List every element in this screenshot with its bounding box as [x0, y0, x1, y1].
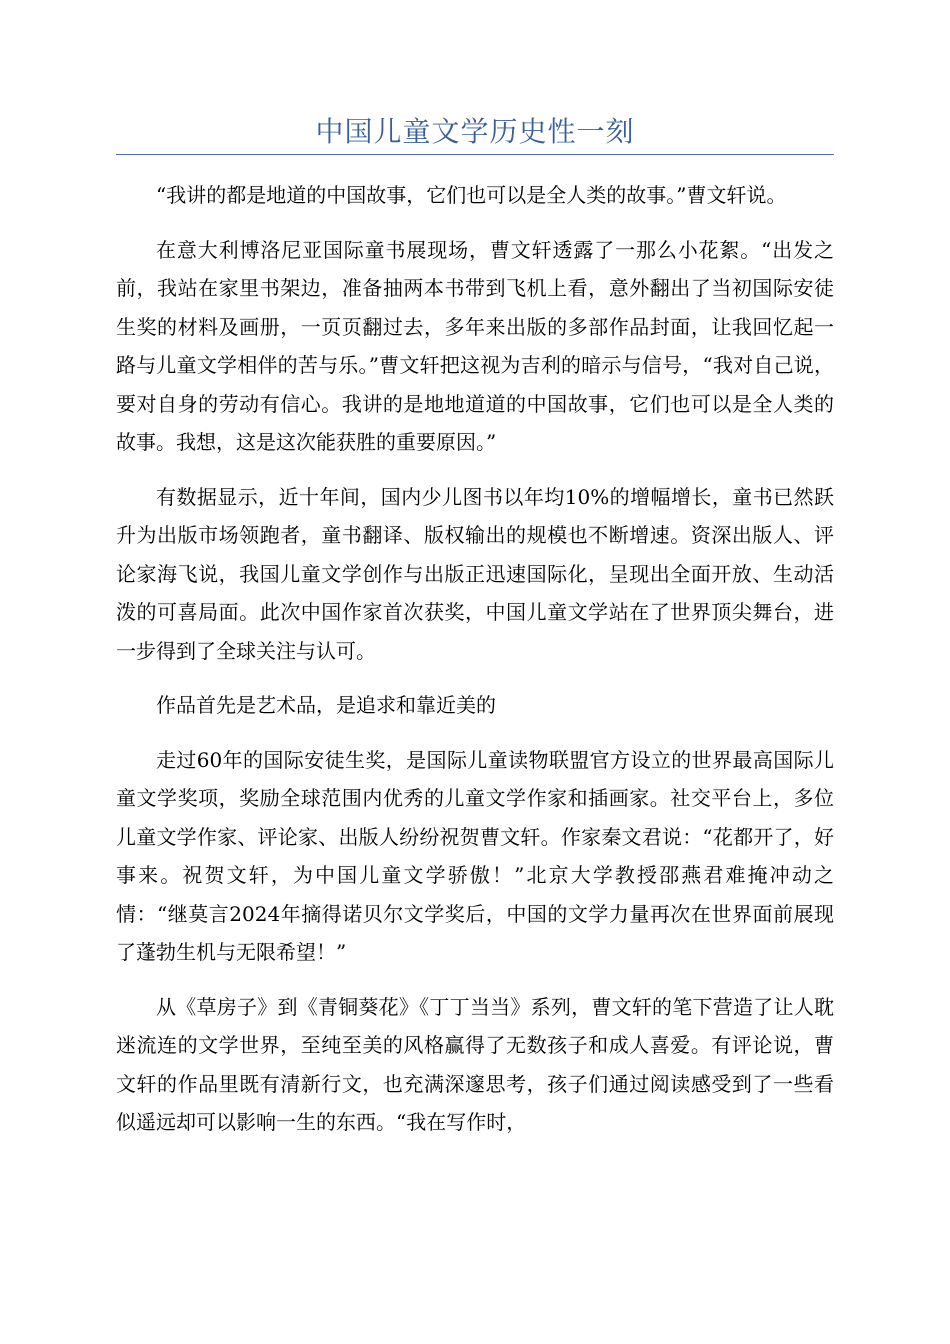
document-body	[116, 176, 834, 1158]
paragraph: 走过60年的国际安徒生奖，是国际儿童读物联盟官方设立的世界最高国际儿童文学奖项，奖励全球范围内优秀的儿童文学作家和插画家。社交平台上，多位儿童文学作家、评论家、出版人纷纷祝贺曹文轩。作家秦文君说：“花都开了，好事来。祝贺文轩，为中国儿童文学骄傲！”北京大学教授邵燕君难掩冲动之情：“继莫言2024年摘得诺贝尔文学奖后，中国的文学力量再次在世界面前展现了蓬勃生机与无限希望！”	[116, 747, 834, 964]
document-title: 中国儿童文学历史性一刻	[315, 115, 635, 148]
title-underline	[116, 154, 834, 155]
paragraph: 在意大利博洛尼亚国际童书展现场，曹文轩透露了一那么小花絮。“出发之前，我站在家里书架边，准备抽两本书带到飞机上看，意外翻出了当初国际安徒生奖的材料及画册，一页页翻过去，多年来出版的多部作品封面，让我回忆起一路与儿童文学相伴的苦与乐。”曹文轩把这视为吉利的暗示与信号，“我对自己说，要对自身的劳动有信心。我讲的是地地道道的中国故事，它们也可以是全人类的故事。我想，这是这次能获胜的重要原因。”	[116, 237, 834, 454]
paragraph: “我讲的都是地道的中国故事，它们也可以是全人类的故事。”曹文轩说。	[156, 183, 787, 207]
paragraph: 有数据显示，近十年间，国内少儿图书以年均10%的增幅增长，童书已然跃升为出版市场领跑者，童书翻译、版权输出的规模也不断增速。资深出版人、评论家海飞说，我国儿童文学创作与出版正迅速国际化，呈现出全面开放、生动活泼的可喜局面。此次中国作家首次获奖，中国儿童文学站在了世界顶尖舞台，进一步得到了全球关注与认可。	[116, 484, 834, 663]
section-heading: 作品首先是艺术品，是追求和靠近美的	[156, 693, 496, 717]
paragraph: 从《草房子》到《青铜葵花》《丁丁当当》系列，曹文轩的笔下营造了让人耽迷流连的文学世界，至纯至美的风格赢得了无数孩子和成人喜爱。有评论说，曹文轩的作品里既有清新行文，也充满深邃思考，孩子们通过阅读感受到了一些看似遥远却可以影响一生的东西。“我在写作时，	[116, 994, 834, 1134]
